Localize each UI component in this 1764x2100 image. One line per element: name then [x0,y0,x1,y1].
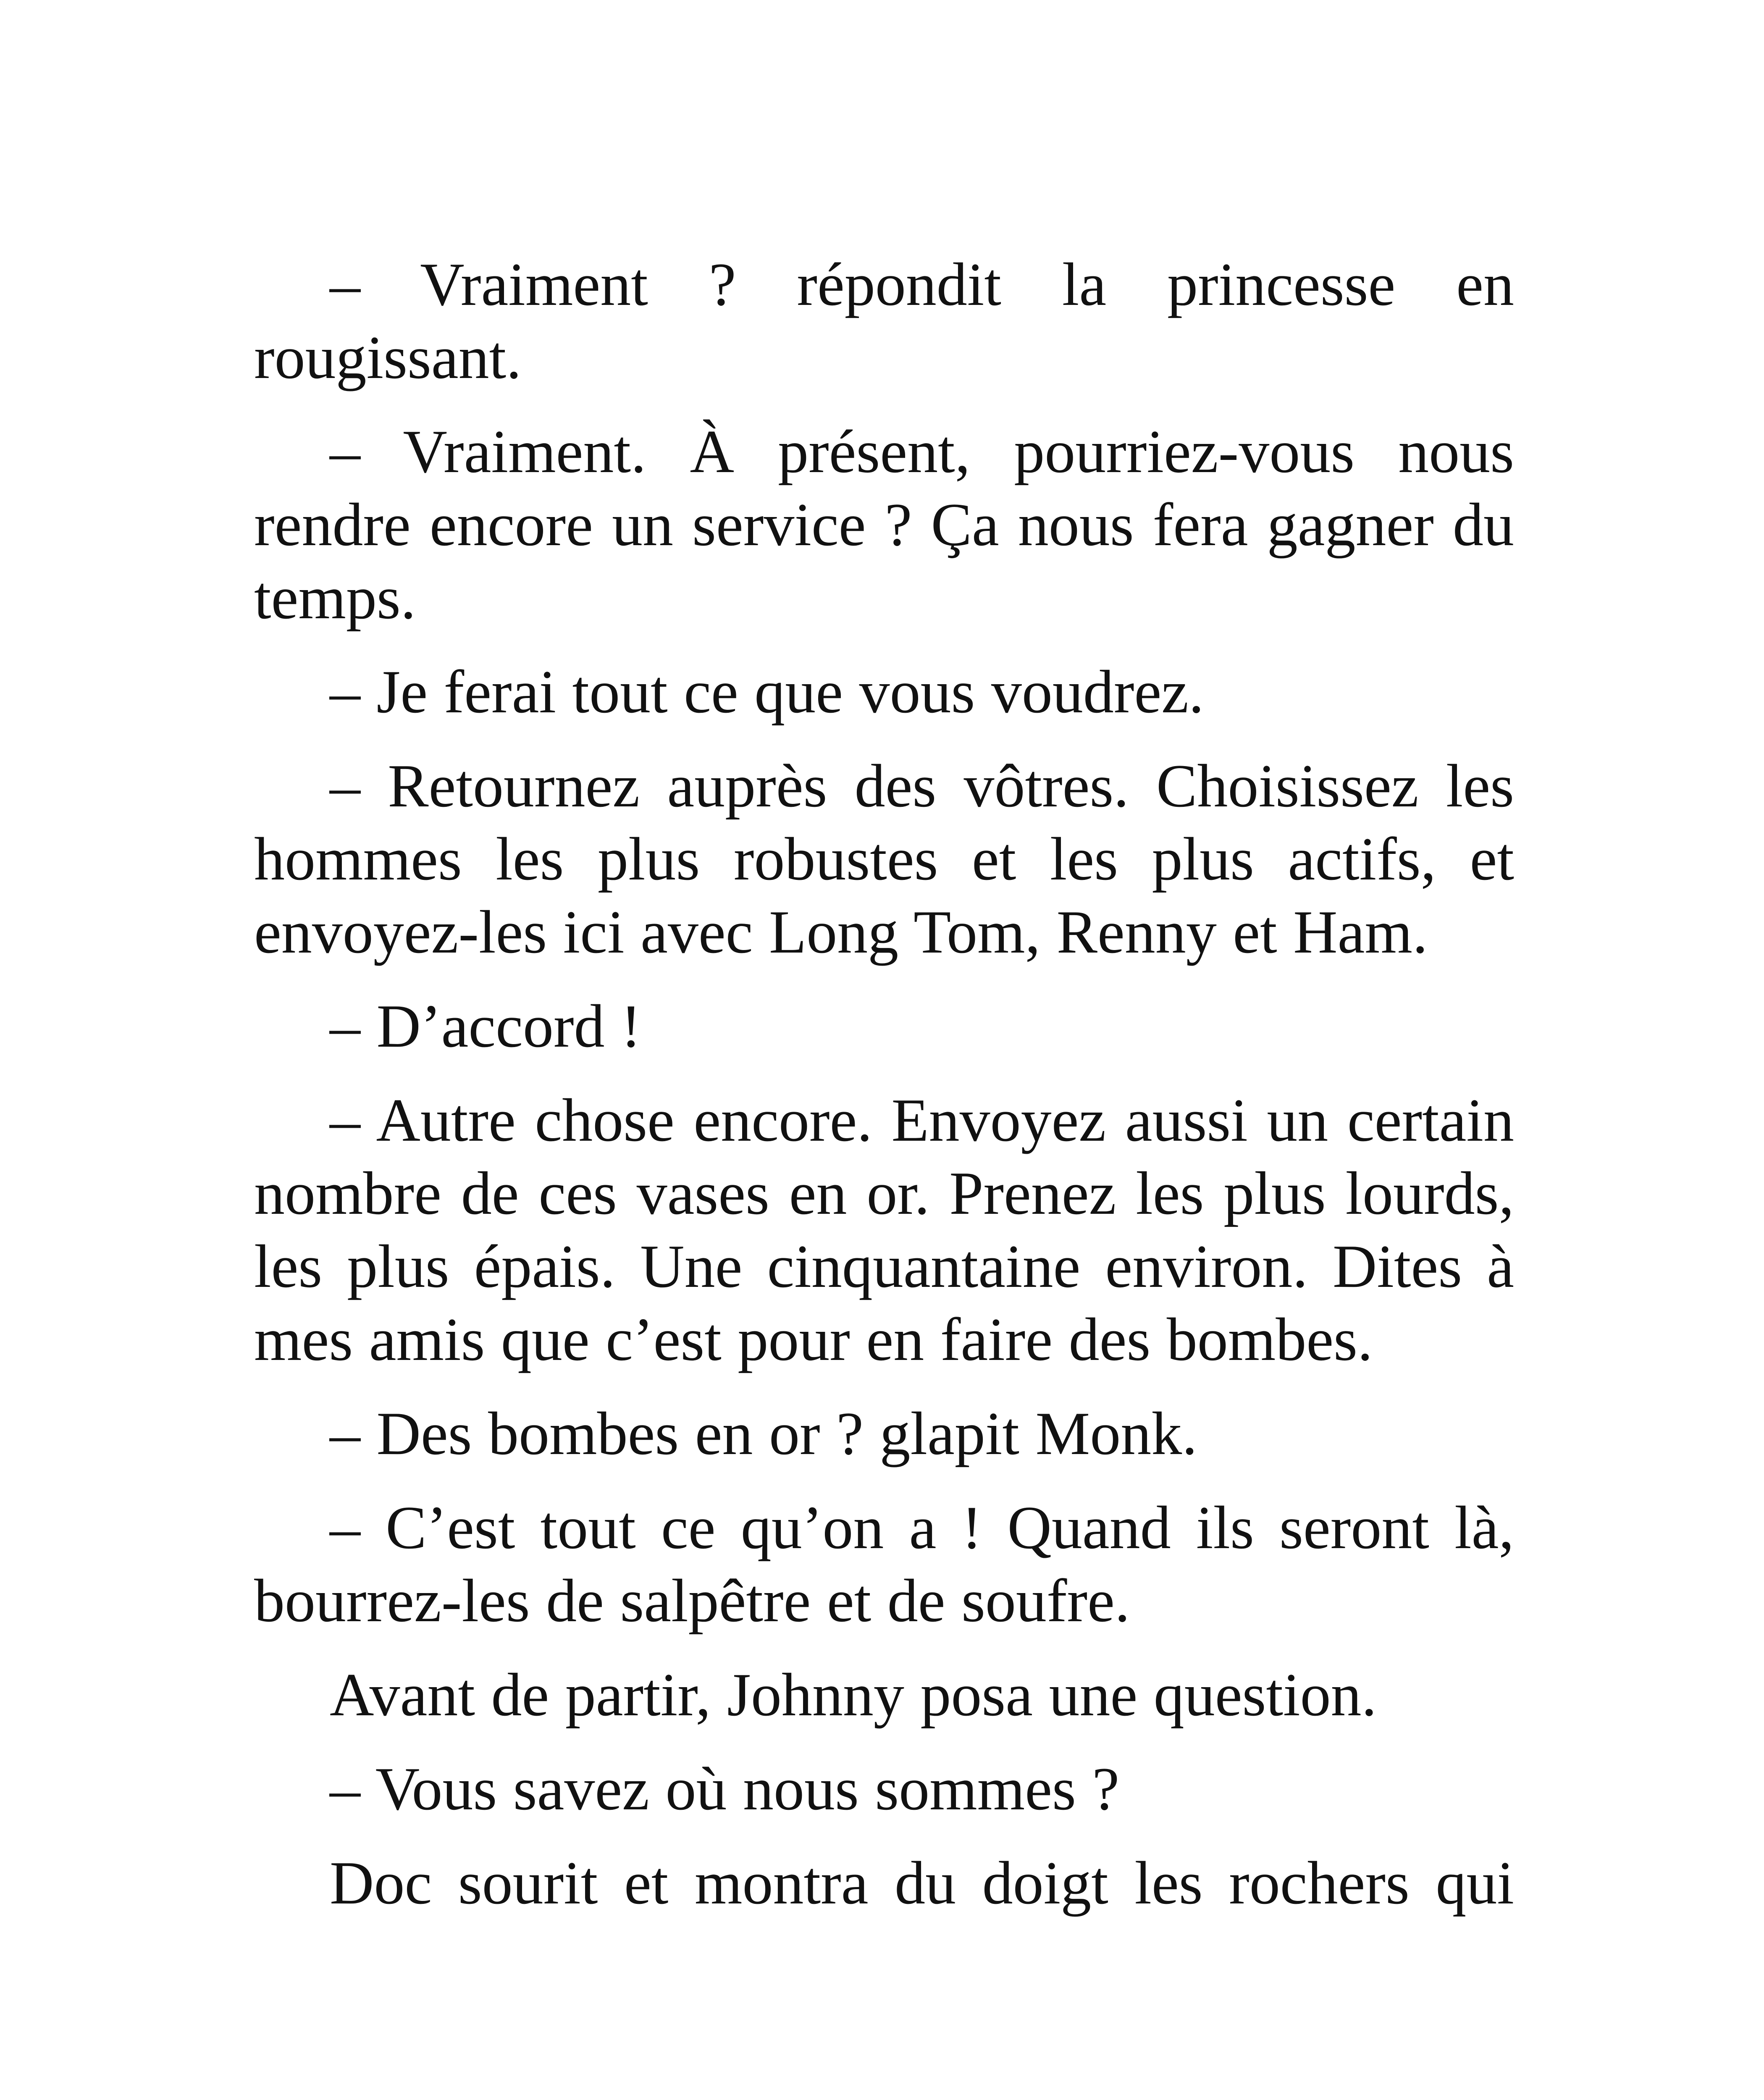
paragraph: Avant de partir, Johnny posa une question. [330,1661,1377,1729]
paragraph: – Retournez auprès des vôtres. Choisissez les hommes les plus robustes et les plus actifs, et envoyez-les ici avec Long Tom, Renny et Ham. [254,752,1514,966]
paragraph: – Je ferai tout ce que vous voudrez. [330,658,1204,726]
page-text [254,248,1514,1940]
paragraph: – Des bombes en or ? glapit Monk. [330,1399,1197,1467]
paragraph: – Vraiment ? répondit la princesse en rougissant. [254,250,1514,391]
paragraph: – Vous savez où nous sommes ? [330,1755,1120,1823]
paragraph: – Vraiment. À présent, pourriez-vous nous rendre encore un service ? Ça nous fera gagner du temps. [254,417,1514,632]
paragraph: – C’est tout ce qu’on a ! Quand ils seront là, bourrez-les de salpêtre et de soufre. [254,1494,1514,1635]
paragraph: – D’accord ! [330,992,641,1060]
paragraph: Doc sourit et montra du doigt les rochers qui [330,1849,1514,1917]
paragraph: – Autre chose encore. Envoyez aussi un certain nombre de ces vases en or. Prenez les plus lourds, les plus épais. Une cinquantaine environ. Dites à mes amis que c’est pour en faire des bombes. [254,1086,1514,1373]
